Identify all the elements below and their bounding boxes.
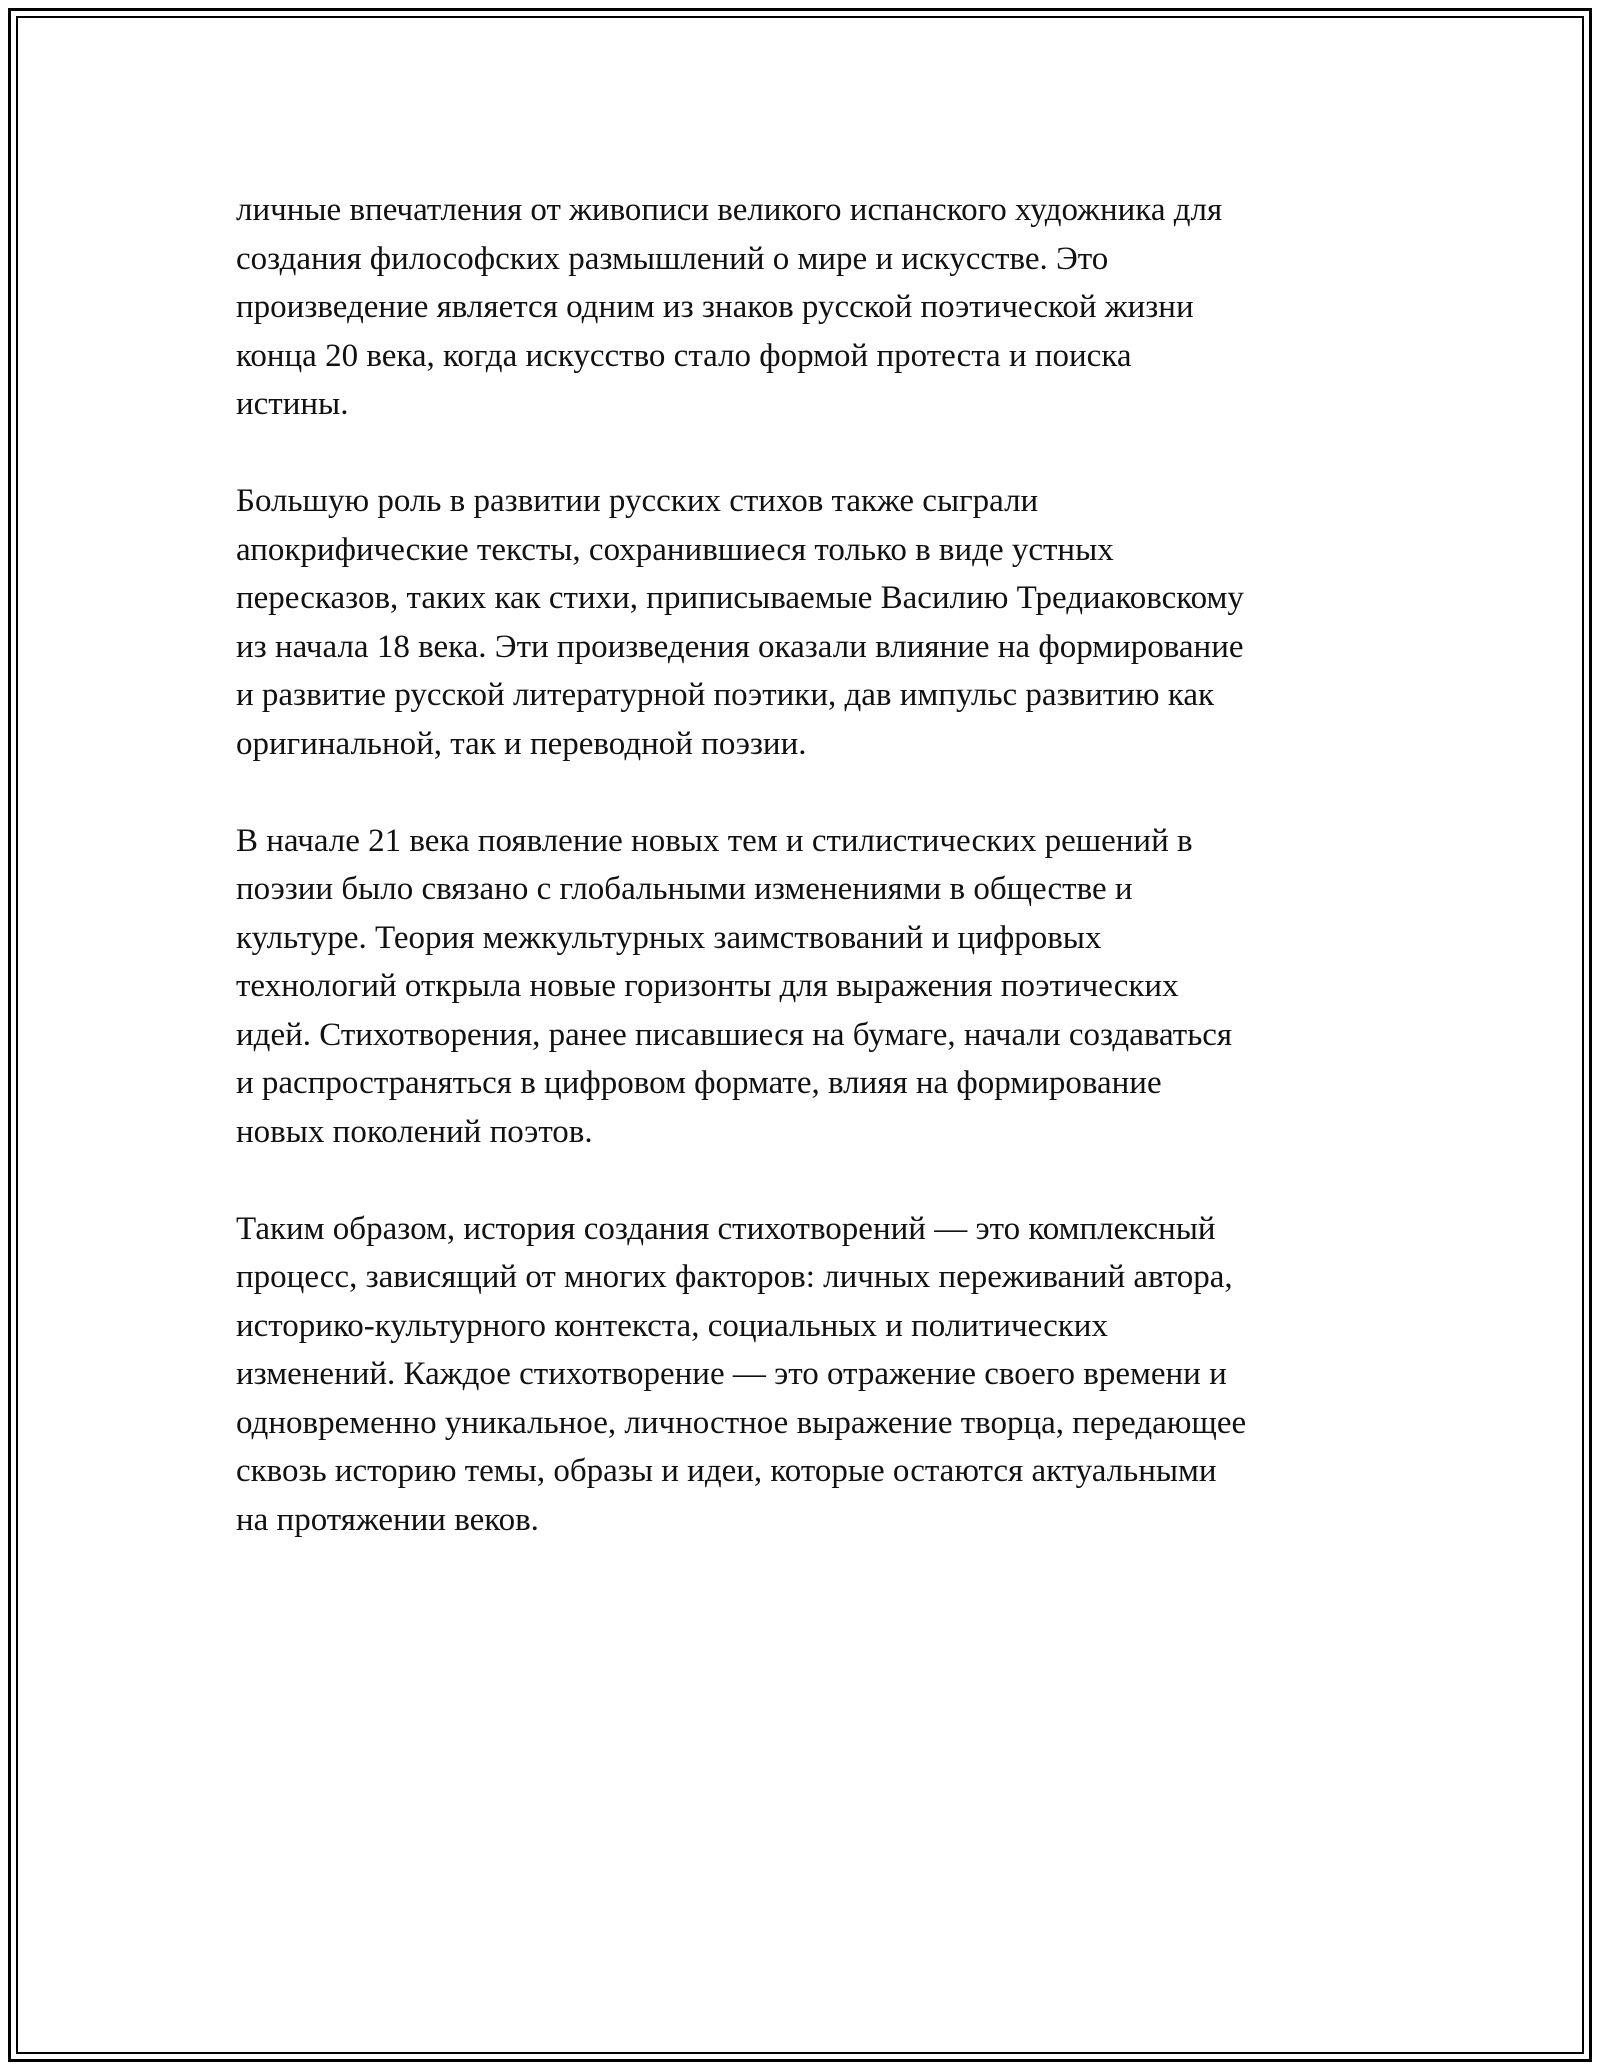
paragraph-4 xyxy=(236,1205,1366,1545)
text-line: историко-культурного контекста, социальных и политических xyxy=(236,1307,1108,1344)
text-line: поэзии было связано с глобальными изменениями в обществе и xyxy=(236,871,1133,907)
text-line: Большую роль в развитии русских стихов также сыграли xyxy=(236,483,1039,519)
text-line: личные впечатления от живописи великого испанского художника для xyxy=(236,192,1223,228)
document-body xyxy=(236,186,1366,1593)
text-line: технологий открыла новые горизонты для выражения поэтических xyxy=(236,968,1179,1004)
text-line: изменений. Каждое стихотворение — это отражение своего времени и xyxy=(236,1356,1227,1392)
text-line: культуре. Теория межкультурных заимствований и цифровых xyxy=(236,919,1102,956)
text-line: В начале 21 века появление новых тем и стилистических решений в xyxy=(236,822,1193,859)
text-line: идей. Стихотворения, ранее писавшиеся на бумаге, начали создаваться xyxy=(236,1016,1233,1053)
paragraph-1 xyxy=(236,186,1366,429)
text-line: произведение является одним из знаков русской поэтической жизни xyxy=(236,289,1194,325)
text-line: оригинальной, так и переводной поэзии. xyxy=(236,725,807,762)
text-line: одновременно уникальное, личностное выражение творца, передающее xyxy=(236,1404,1247,1441)
text-line: Таким образом, история создания стихотворений — это комплексный xyxy=(236,1210,1216,1247)
text-line: на протяжении веков. xyxy=(236,1501,539,1538)
text-line: апокрифические тексты, сохранившиеся только в виде устных xyxy=(236,531,1114,568)
paragraph-2 xyxy=(236,477,1366,768)
text-line: и распространяться в цифровом формате, влияя на формирование xyxy=(236,1065,1162,1101)
text-line: создания философских размышлений о мире и искусстве. Это xyxy=(236,240,1109,277)
text-line: сквозь историю темы, образы и идеи, которые остаются актуальными xyxy=(236,1453,1217,1489)
text-line: пересказов, таких как стихи, приписываемые Василию Тредиаковскому xyxy=(236,580,1244,616)
text-line: из начала 18 века. Эти произведения оказали влияние на формирование xyxy=(236,628,1244,665)
text-line: конца 20 века, когда искусство стало формой протеста и поиска xyxy=(236,337,1132,374)
text-line: истины. xyxy=(236,386,349,422)
text-line: и развитие русской литературной поэтики, дав импульс развитию как xyxy=(236,677,1215,713)
paragraph-3 xyxy=(236,817,1366,1157)
text-line: процесс, зависящий от многих факторов: личных переживаний автора, xyxy=(236,1259,1233,1295)
text-line: новых поколений поэтов. xyxy=(236,1113,593,1150)
